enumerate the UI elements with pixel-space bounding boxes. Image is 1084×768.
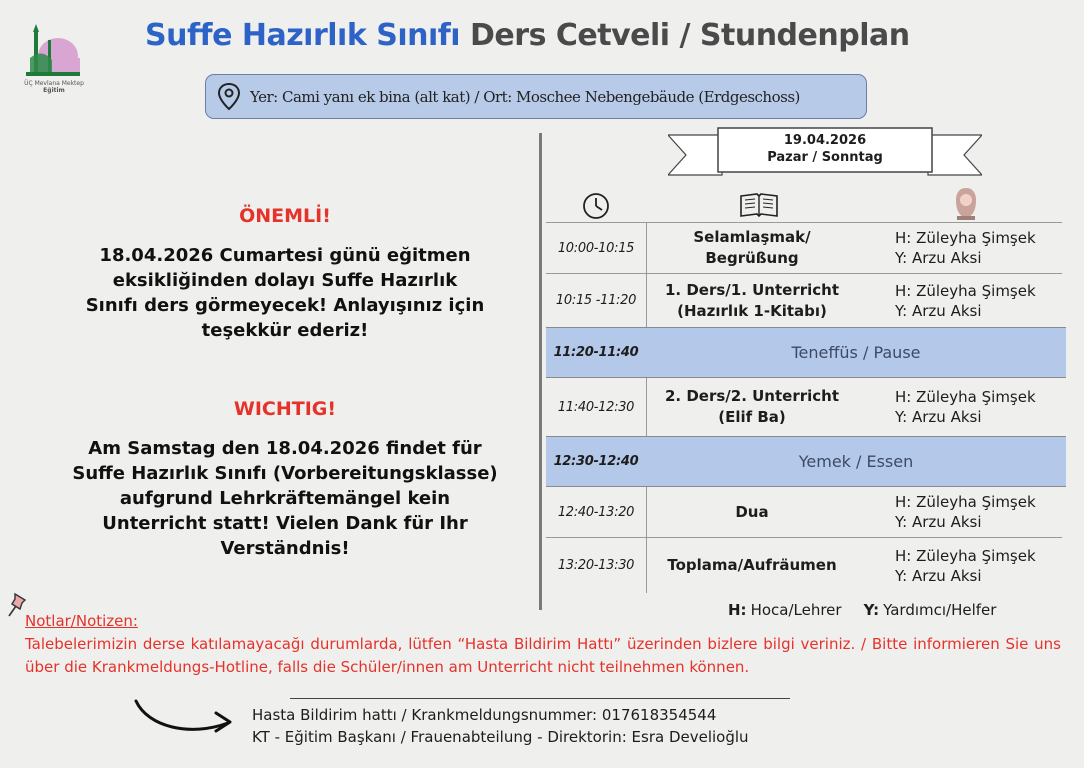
- row-hoca: H: Züleyha Şimşek: [895, 229, 1036, 247]
- row-time: 11:40-12:30: [557, 399, 635, 415]
- schedule-row-meal: [546, 436, 1066, 487]
- column-divider: [646, 223, 647, 273]
- contact-divider: [290, 698, 790, 699]
- row-helper: Y: Arzu Aksi: [895, 301, 982, 320]
- book-icon: [739, 190, 779, 220]
- logo-caption: [18, 80, 90, 94]
- schedule-row-cleanup: [546, 537, 1062, 593]
- clock-icon: [582, 190, 610, 220]
- legend-y-key: Y:: [863, 601, 880, 619]
- row-staff: [895, 538, 1036, 593]
- legend-h-text: Hoca/Lehrer: [750, 601, 842, 619]
- row-activity: Toplama/Aufräumen: [667, 556, 837, 574]
- row-time: 12:40-13:20: [557, 504, 635, 520]
- legend-h-key: H:: [728, 601, 747, 619]
- location-box: [205, 74, 867, 119]
- row-helper: Y: Arzu Aksi: [895, 566, 982, 585]
- notice-german-body: Am Samstag den 18.04.2026 findet für Suffe Hazırlık Sınıfı (Vorbereitungsklasse) aufgrund Lehrkräftemängel kein Unterricht statt! Vielen Dank für Ihr Verständnis!: [72, 438, 498, 559]
- title-schedule: Ders Cetveli / Stundenplan: [470, 18, 910, 53]
- notice-turkish: [40, 205, 530, 343]
- schedule-row-greeting: [546, 222, 1062, 273]
- notice-turkish-body: 18.04.2026 Cumartesi günü eğitmen eksikliğinden dolayı Suffe Hazırlık Sınıfı ders görmeyecek! Anlayışınız için teşekkür ederiz!: [85, 245, 485, 341]
- logo-caption-line2: Eğitim: [43, 87, 65, 94]
- row-time: 11:20-11:40: [553, 345, 639, 360]
- column-divider: [646, 538, 647, 593]
- sick-line-label: Hasta Bildirim hattı / Krankmeldungsnummer:: [252, 706, 598, 724]
- row-helper: Y: Arzu Aksi: [895, 408, 982, 426]
- row-staff: [895, 274, 1036, 327]
- schedule-row-lesson-1: [546, 273, 1062, 327]
- map-pin-icon: [216, 82, 242, 112]
- page-title: [145, 18, 945, 53]
- date-banner: [718, 130, 932, 172]
- schedule-row-lesson-2: [546, 378, 1062, 436]
- column-divider: [646, 274, 647, 327]
- row-activity: Selamlaşmak/ Begrüßung: [693, 228, 811, 267]
- meal-label: Yemek / Essen: [798, 452, 914, 471]
- legend-y-text: Yardımcı/Helfer: [883, 601, 997, 619]
- location-text: Yer: Cami yanı ek bina (alt kat) / Ort: Moschee Nebengebäude (Erdgeschoss): [250, 87, 800, 106]
- row-staff: [895, 487, 1036, 537]
- row-helper: Y: Arzu Aksi: [895, 249, 982, 267]
- sick-line: [252, 704, 749, 726]
- schedule-row-break: [546, 327, 1066, 378]
- vertical-divider: [539, 133, 542, 610]
- row-staff: [895, 378, 1036, 436]
- arrow-icon: [130, 697, 240, 737]
- logo-caption-line1: ÜÇ Mevlana Mektep: [24, 80, 84, 87]
- row-time: 10:15 -11:20: [555, 293, 637, 308]
- notes-heading: Notlar/Notizen:: [25, 612, 138, 630]
- schedule-date: 19.04.2026: [783, 133, 867, 148]
- row-hoca: H: Züleyha Şimşek: [895, 388, 1036, 406]
- row-staff: [895, 223, 1036, 273]
- director-line: KT - Eğitim Başkanı / Frauenabteilung - Direktorin: Esra Develioğlu: [252, 728, 749, 746]
- row-activity: 2. Ders/2. Unterricht (Elif Ba): [664, 387, 840, 426]
- notice-german: [40, 398, 530, 561]
- schedule-day: Pazar / Sonntag: [767, 150, 883, 165]
- row-activity: 1. Ders/1. Unterricht (Hazırlık 1-Kitabı): [664, 280, 840, 320]
- row-hoca: H: Züleyha Şimşek: [895, 281, 1036, 300]
- column-divider: [646, 378, 647, 436]
- break-label: Teneffüs / Pause: [791, 343, 921, 362]
- row-hoca: H: Züleyha Şimşek: [895, 546, 1036, 565]
- contact-info: [252, 704, 749, 748]
- row-hoca: H: Züleyha Şimşek: [895, 493, 1036, 511]
- sick-line-number: 017618354544: [601, 706, 717, 724]
- notes-body: Talebelerimizin derse katılamayacağı durumlarda, lütfen “Hasta Bildirim Hattı” üzerinden bizlere bilgi veriniz. / Bitte informieren Sie uns über die Krankmeldungs-Hotline, falls die Schüler/innen am Unterricht nicht teilnehmen können.: [25, 635, 1061, 676]
- mosque-logo: [22, 18, 84, 88]
- legend: [728, 601, 996, 619]
- title-program: Suffe Hazırlık Sınıfı: [145, 18, 461, 53]
- column-divider: [646, 487, 647, 537]
- row-activity: Dua: [735, 502, 769, 521]
- notice-german-heading: WICHTIG!: [233, 398, 337, 420]
- row-time: 12:30-12:40: [553, 454, 639, 469]
- row-helper: Y: Arzu Aksi: [895, 513, 982, 531]
- notice-turkish-heading: ÖNEMLİ!: [239, 205, 331, 227]
- schedule-row-dua: [546, 487, 1062, 537]
- row-time: 13:20-13:30: [557, 558, 635, 573]
- teacher-icon: [952, 186, 980, 220]
- row-time: 10:00-10:15: [557, 240, 635, 256]
